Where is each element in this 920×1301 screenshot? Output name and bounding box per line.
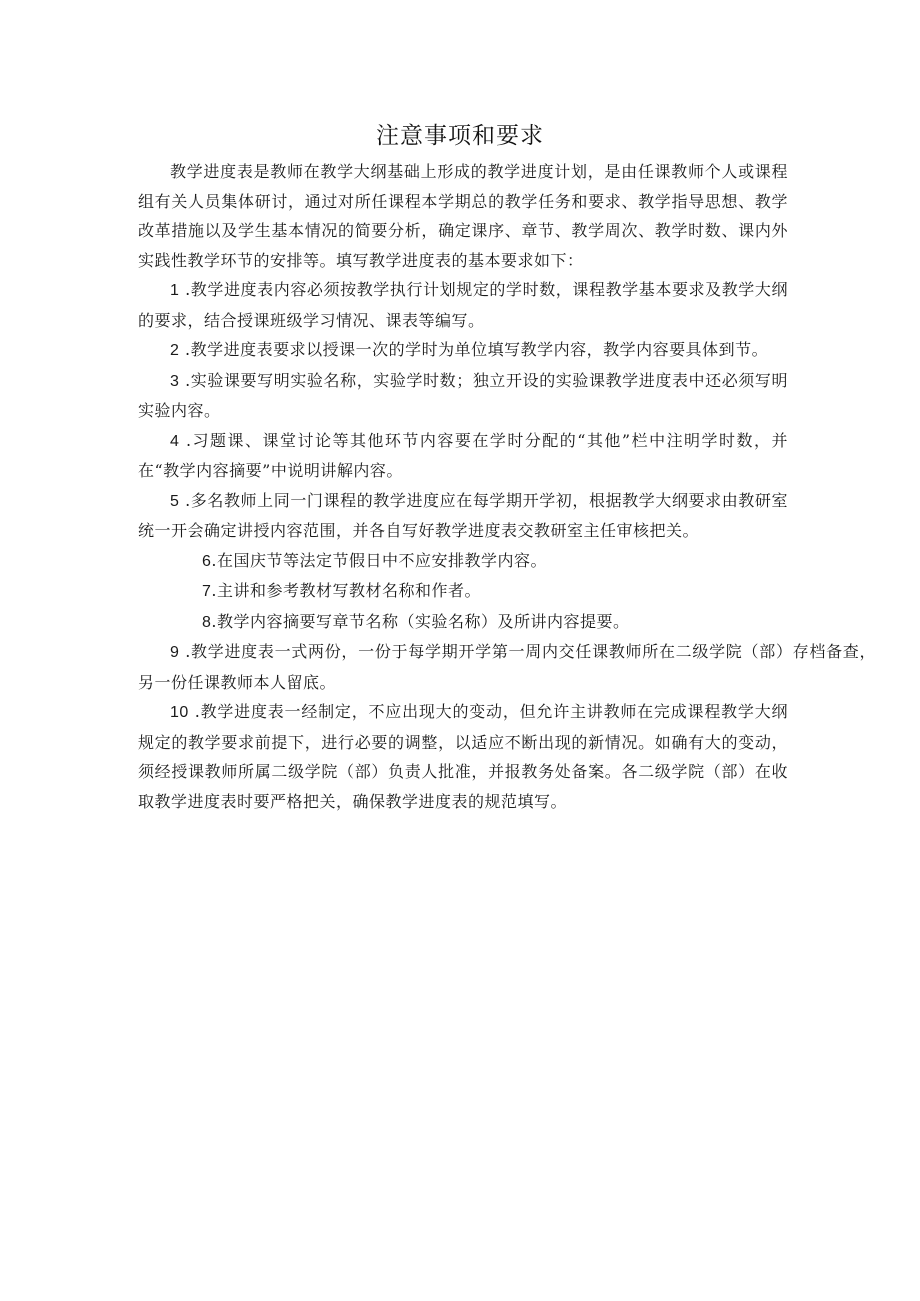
item-number: 8 (202, 613, 212, 631)
list-item-2 (138, 335, 788, 366)
list-item-9 (138, 637, 876, 697)
list-item-8 (138, 607, 788, 638)
document-body (138, 157, 877, 816)
item-number: 2 (170, 342, 180, 359)
item-text: .教学进度表要求以授课一次的学时为单位填写教学内容，教学内容要具体到节。 (185, 340, 769, 359)
item-number: 9 (170, 644, 180, 661)
list-item-6 (138, 546, 788, 577)
item-text: .在国庆节等法定节假日中不应安排教学内容。 (211, 550, 547, 570)
item-text: .实验课要写明实验名称，实验学时数；独立开设的实验课教学进度表中还必须写明实验内容。 (138, 370, 788, 420)
page-title: 注意事项和要求 (376, 123, 544, 149)
item-number: 5 (170, 492, 180, 510)
intro-paragraph: 教学进度表是教师在教学大纲基础上形成的教学进度计划，是由任课教师个人或课程组有关人员集体研讨，通过对所任课程本学期总的教学任务和要求、教学指导思想、教学改革措施以及学生基本情况的简要分析，确定课序、章节、教学周次、教学时数、课内外实践性教学环节的安排等。填写教学进度表的基本要求如下： (138, 162, 788, 270)
list-item-10 (138, 697, 788, 816)
item-text: .教学进度表一式两份，一份于每学期开学第一周内交任课教师所在二级学院（部）存档备查，另一份任课教师本人留底。 (138, 642, 877, 692)
item-text: .教学进度表内容必须按教学执行计划规定的学时数，课程教学基本要求及教学大纲的要求，结合授课班级学习情况、课表等编写。 (138, 280, 788, 330)
list-item-7 (138, 576, 788, 607)
item-number: 3 (170, 372, 180, 390)
item-number: 6 (202, 552, 212, 570)
item-text: .教学内容摘要写章节名称（实验名称）及所讲内容提要。 (211, 611, 630, 631)
list-item-1 (138, 275, 788, 335)
item-text: .教学进度表一经制定，不应出现大的变动，但允许主讲教师在完成课程教学大纲规定的教学要求前提下，进行必要的调整，以适应不断出现的新情况。如确有大的变动，须经授课教师所属二级学院（部）负责人批准，并报教务处备案。各二级学院（部）在收取教学进度表时要严格把关，确保教学进度表的规范填写。 (138, 702, 788, 811)
item-number: 1 (170, 282, 180, 299)
item-number: 4 (170, 432, 180, 450)
item-text: .习题课、课堂讨论等其他环节内容要在学时分配的“其他”栏中注明学时数，并在“教学内容摘要”中说明讲解内容。 (138, 430, 788, 480)
list-item-3 (138, 366, 788, 426)
list-item-4 (138, 426, 788, 486)
item-number: 10 (170, 704, 189, 721)
item-text: .主讲和参考教材写教材名称和作者。 (211, 581, 481, 600)
item-number: 7 (202, 583, 212, 600)
list-item-5 (138, 486, 788, 546)
item-text: .多名教师上同一门课程的教学进度应在每学期开学初，根据教学大纲要求由教研室统一开会确定讲授内容范围，并各自写好教学进度表交教研室主任审核把关。 (138, 490, 788, 540)
